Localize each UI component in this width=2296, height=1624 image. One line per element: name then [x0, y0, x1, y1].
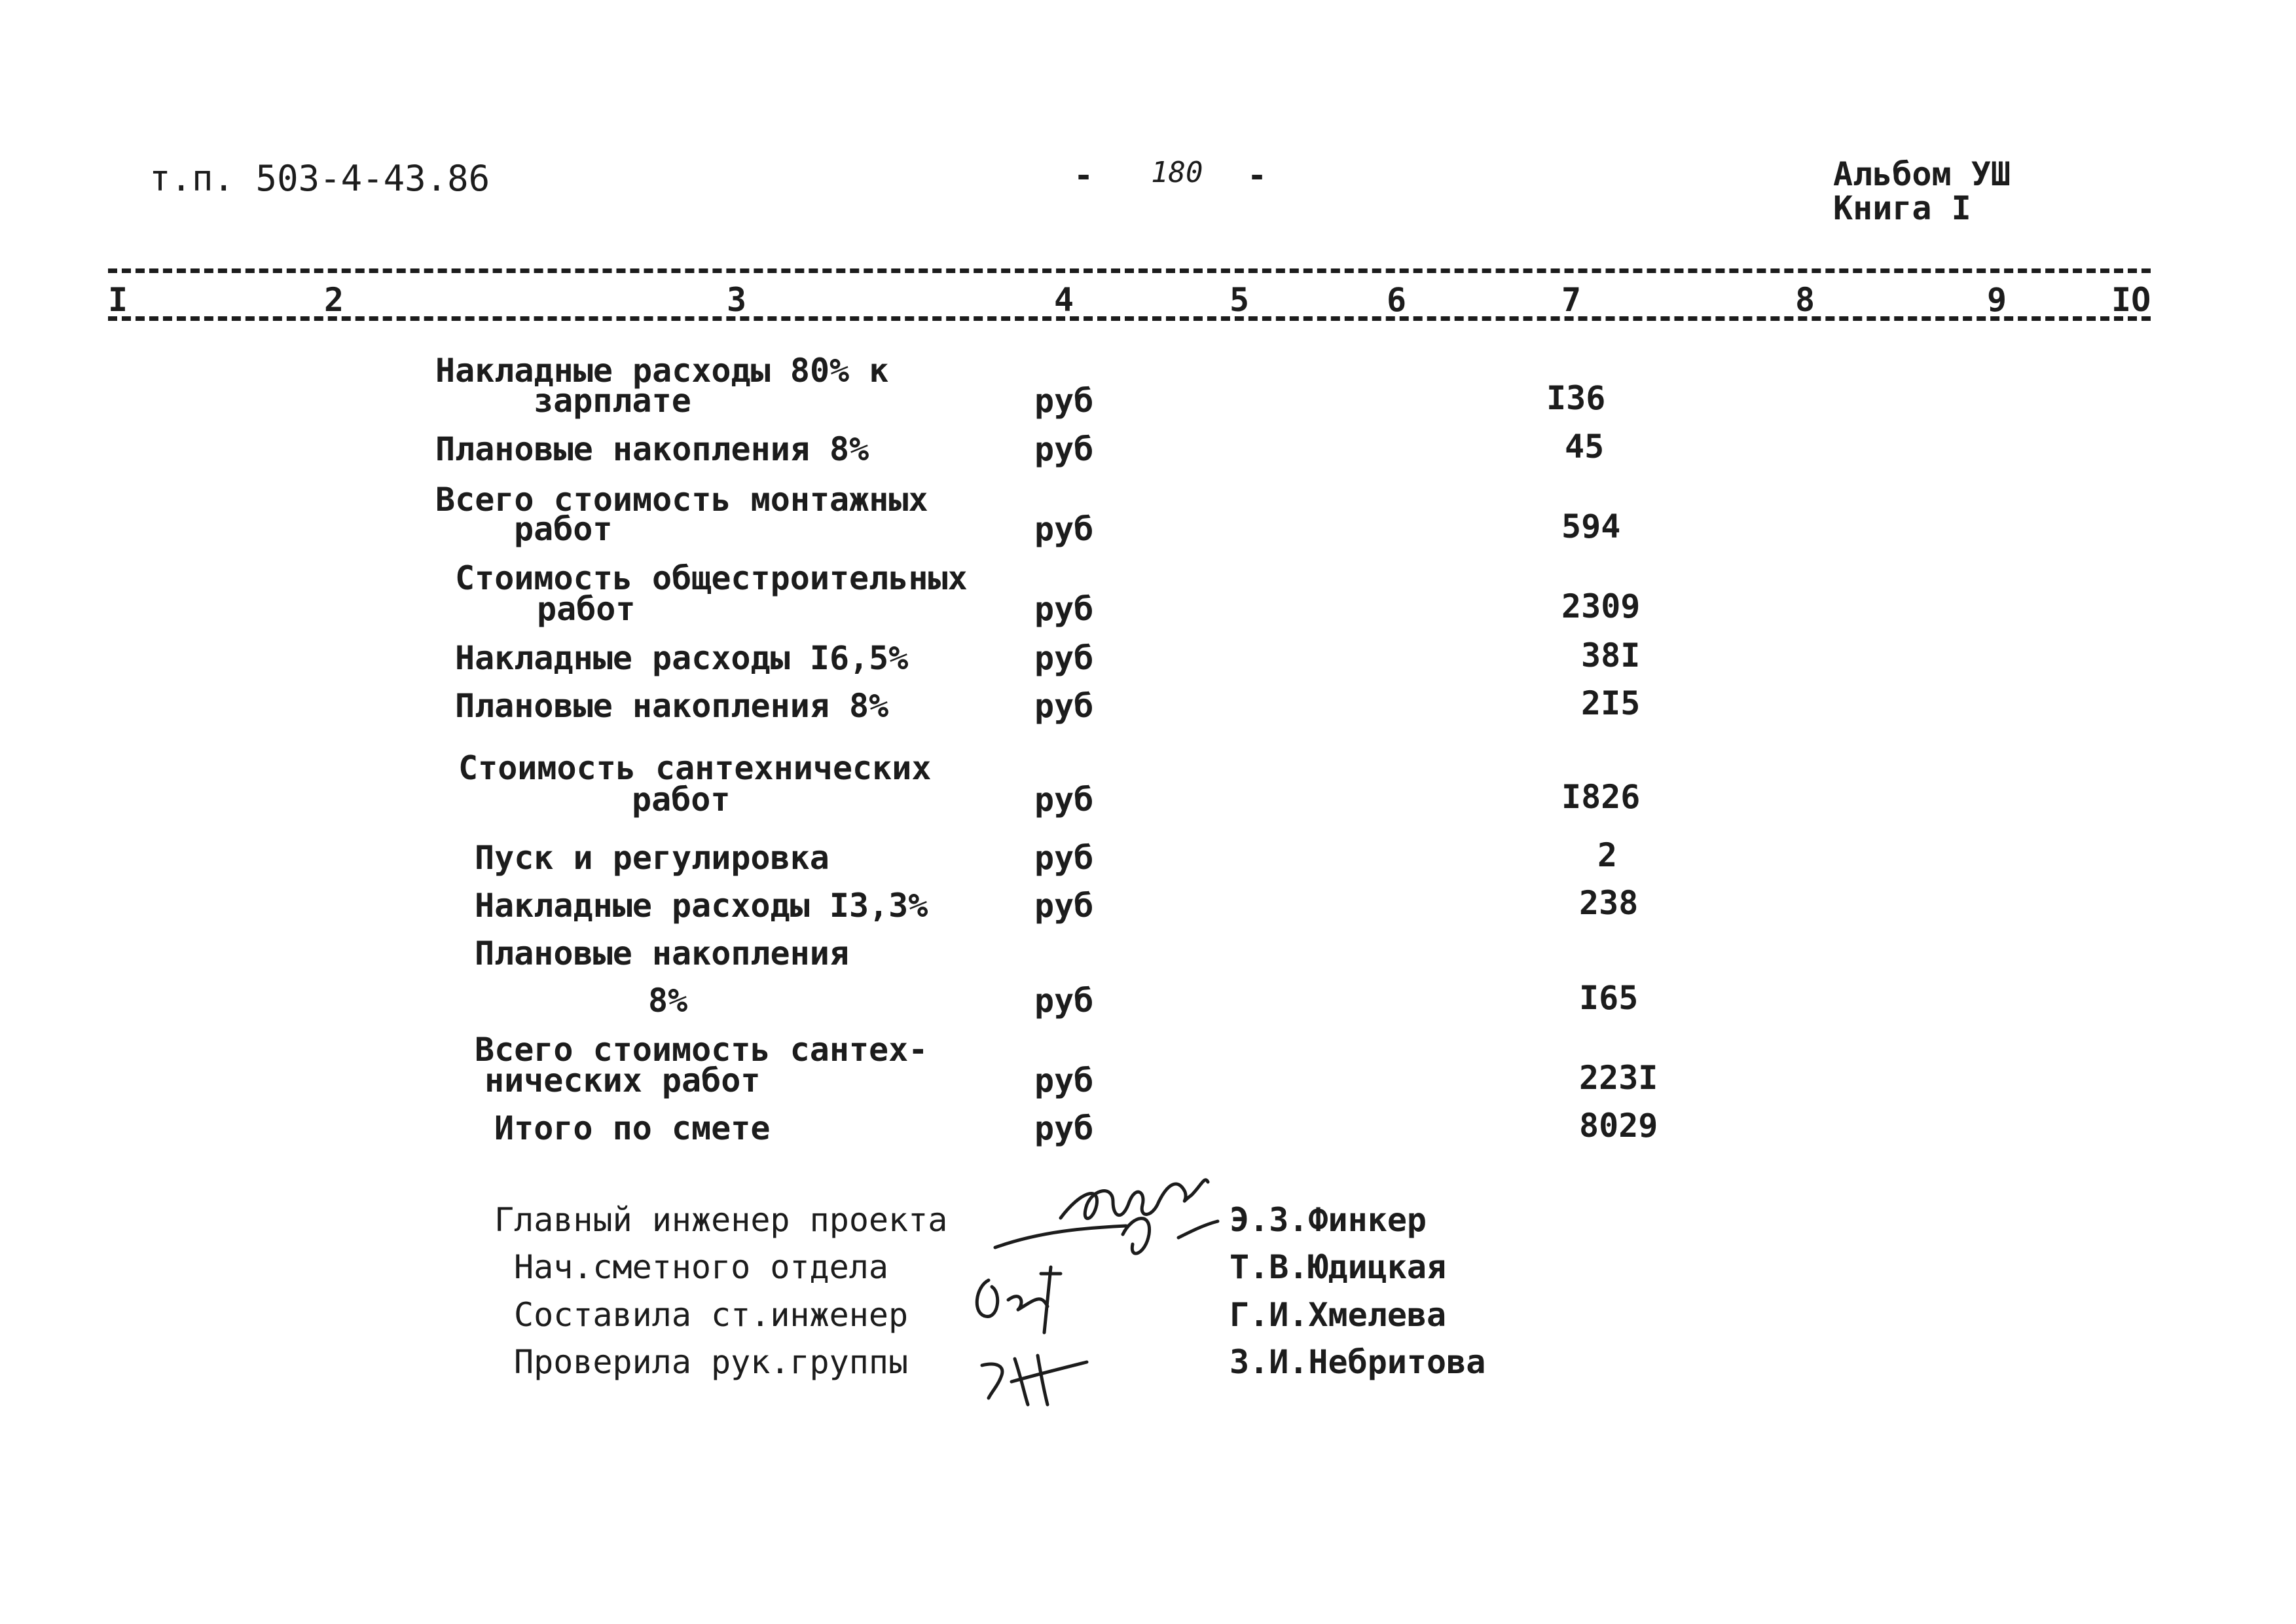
page-dash-right: - — [1247, 157, 1267, 194]
row-label-cont: 8% — [648, 982, 688, 1020]
row-value: 38I — [1581, 637, 1641, 674]
col-num-4: 4 — [1054, 281, 1074, 319]
signer-name: Э.З.Финкер — [1230, 1201, 1427, 1239]
signer-role: Главный инженер проекта — [494, 1201, 948, 1239]
row-value: 2 — [1597, 836, 1618, 874]
row-unit: руб — [1034, 590, 1094, 628]
col-num-6: 6 — [1387, 281, 1407, 319]
row-unit: руб — [1034, 839, 1094, 877]
row-value: I826 — [1561, 778, 1641, 816]
row-label-cont: нических работ — [484, 1061, 761, 1099]
top-dashed-rule — [108, 268, 2151, 273]
row-label: Плановые накопления 8% — [455, 687, 889, 725]
row-label-cont: работ — [537, 590, 636, 628]
signer-role: Составила ст.инженер — [514, 1296, 909, 1334]
row-label-cont: зарплате — [534, 382, 691, 420]
row-value: 8029 — [1579, 1107, 1658, 1145]
row-label: Накладные расходы I3,3% — [475, 887, 928, 925]
row-label: Стоимость сантехнических — [458, 749, 932, 787]
signer-role: Нач.сметного отдела — [514, 1248, 888, 1286]
col-num-3: 3 — [727, 281, 747, 319]
col-num-1: I — [108, 281, 128, 319]
row-value: 45 — [1565, 428, 1605, 466]
handwritten-signature-3 — [975, 1339, 1093, 1411]
row-label-cont: работ — [632, 781, 731, 819]
col-num-10: IO — [2111, 281, 2151, 319]
row-value: 2309 — [1561, 587, 1641, 625]
doc-code: т.п. 503-4-43.86 — [149, 158, 490, 199]
row-value: I65 — [1579, 979, 1639, 1017]
row-unit: руб — [1034, 982, 1094, 1020]
row-unit: руб — [1034, 1061, 1094, 1099]
row-label: Всего стоимость сантех- — [475, 1031, 928, 1069]
row-unit: руб — [1034, 430, 1094, 468]
row-label: Пуск и регулировка — [475, 839, 829, 877]
bottom-dashed-rule — [108, 316, 2151, 321]
signer-role: Проверила рук.группы — [514, 1343, 909, 1381]
row-value: 238 — [1579, 884, 1639, 922]
row-value: 223I — [1579, 1059, 1658, 1097]
album-label: Альбом УШ — [1833, 155, 2011, 193]
row-value: 2I5 — [1581, 684, 1641, 722]
book-label: Книга I — [1833, 189, 1971, 227]
page-number: 180 — [1151, 156, 1203, 189]
row-value: I36 — [1546, 379, 1606, 417]
row-unit: руб — [1034, 639, 1094, 677]
row-label: Плановые накопления 8% — [435, 430, 869, 468]
row-label: Накладные расходы 80% к — [435, 352, 889, 390]
row-label-cont: работ — [514, 510, 613, 548]
col-num-8: 8 — [1795, 281, 1815, 319]
col-num-5: 5 — [1230, 281, 1250, 319]
signer-name: З.И.Небритова — [1230, 1343, 1486, 1381]
row-label: Накладные расходы I6,5% — [455, 639, 909, 677]
row-unit: руб — [1034, 382, 1094, 420]
row-label: Всего стоимость монтажных — [435, 481, 928, 519]
row-unit: руб — [1034, 887, 1094, 925]
col-num-7: 7 — [1561, 281, 1582, 319]
row-value: 594 — [1561, 507, 1621, 545]
signer-name: Т.В.Юдицкая — [1230, 1248, 1447, 1286]
row-label: Стоимость общестроительных — [455, 559, 968, 597]
col-num-2: 2 — [324, 281, 344, 319]
row-unit: руб — [1034, 687, 1094, 725]
row-label: Плановые накопления — [475, 934, 849, 972]
row-unit: руб — [1034, 1109, 1094, 1147]
row-unit: руб — [1034, 510, 1094, 548]
page-dash-left: - — [1074, 157, 1094, 194]
signer-name: Г.И.Хмелева — [1230, 1296, 1447, 1334]
row-unit: руб — [1034, 781, 1094, 819]
row-label: Итого по смете — [494, 1109, 771, 1147]
col-num-9: 9 — [1987, 281, 2007, 319]
handwritten-signature-2 — [962, 1254, 1093, 1339]
